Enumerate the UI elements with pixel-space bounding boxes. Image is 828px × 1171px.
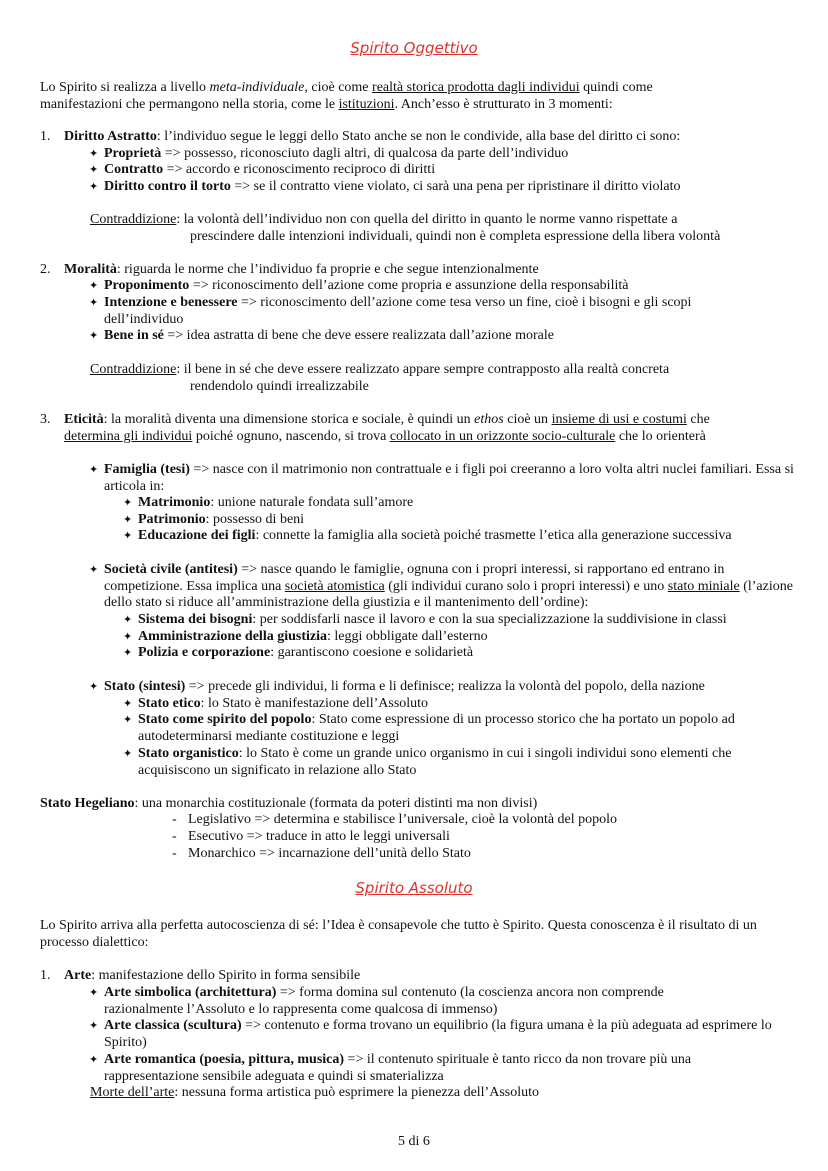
sub-bullet-item (123, 629, 828, 646)
item-text: che lo orienterà (615, 428, 706, 444)
contradiction-label: Contraddizione (90, 212, 177, 227)
stato-hegeliano (40, 796, 800, 813)
bullet-item (89, 328, 824, 345)
hegel-heading: Stato Hegeliano (40, 796, 135, 811)
contradiction-label: Contraddizione (90, 362, 177, 377)
bullet-text: : connette la famiglia alla società poiché trasmette l’etica alla generazione successiva (255, 528, 732, 543)
bullet-famiglia (89, 462, 794, 495)
diamond-bullet-icon: ✦ (123, 748, 133, 760)
diamond-bullet-icon: ✦ (123, 530, 133, 542)
diamond-bullet-icon: ✦ (123, 514, 133, 526)
hegel-text: : una monarchia costituzionale (formata da poteri distinti ma non divisi) (134, 796, 538, 811)
contradiction-note (90, 212, 800, 245)
bullet-societa-civile (89, 562, 794, 612)
bullet-text: (l’azione dello stato si riduce all’amministrazione della giustizia e il mantenimento dell’ordine): (104, 578, 793, 610)
item-heading: Diritto Astratto (64, 129, 157, 144)
dash-bullet-icon: - (172, 829, 177, 844)
bullet-item (89, 295, 764, 328)
diamond-bullet-icon: ✦ (123, 614, 133, 626)
sub-bullet-item (123, 645, 828, 662)
intro-underline: realtà storica prodotta dagli individui (372, 80, 580, 95)
sub-bullet-item (123, 612, 828, 629)
bullet-text: => nasce con il matrimonio non contrattuale e i figli poi creeranno a loro volta altri nuclei familiari. Essa si articola in: (104, 462, 794, 494)
diamond-bullet-icon: ✦ (89, 280, 99, 292)
bullet-text: => nasce quando le famiglie, ognuna con i propri interessi, si rapportano ed entrano in competizione. Essa implica una (104, 562, 725, 594)
bullet-text: : garantiscono coesione e solidarietà (270, 645, 474, 660)
bullet-heading: Patrimonio (138, 512, 206, 527)
intro-text: Lo Spirito si realizza a livello (40, 80, 210, 95)
bullet-text: => idea astratta di bene che deve essere realizzata dall’azione morale (163, 328, 554, 343)
bullet-heading: Società civile (antitesi) (104, 562, 238, 577)
bullet-item (89, 985, 744, 1018)
bullet-text: => riconoscimento dell’azione come propria e assunzione della responsabilità (189, 278, 629, 293)
bullet-text: : per soddisfarli nasce il lavoro e con la sua specializzazione la suddivisione in classi (252, 612, 727, 627)
item-text: : la moralità diventa una dimensione storica e sociale, è quindi un (103, 412, 475, 427)
bullet-heading: Stato organistico (138, 746, 239, 761)
item-text: poiché ognuno, nascendo, si trova (192, 428, 390, 444)
list-item-arte (64, 968, 804, 985)
bullet-text: : lo Stato è manifestazione dell’Assoluto (200, 696, 429, 711)
bullet-heading: Arte classica (scultura) (104, 1018, 242, 1033)
list-number: 1. (40, 968, 51, 983)
intro-text: manifestazioni che permangono nella storia, come le (40, 96, 339, 112)
item-heading: Arte (64, 968, 92, 983)
bullet-heading: Proprietà (104, 146, 162, 161)
bullet-text: : lo Stato è come un grande unico organismo in cui i singoli individui sono elementi che acquisiscono un significato in relazione allo Stato (138, 746, 732, 778)
sub-bullet-item (123, 512, 828, 529)
item-underline: determina gli individui (64, 428, 193, 444)
bullet-heading: Diritto contro il torto (104, 179, 231, 194)
item-text: cioè un (503, 412, 552, 427)
bullet-heading: Arte simbolica (architettura) (104, 985, 277, 1000)
bullet-item (89, 278, 824, 295)
bullet-heading: Intenzione e benessere (104, 295, 238, 310)
bullet-heading: Educazione dei figli (138, 528, 256, 543)
item-text: : riguarda le norme che l’individuo fa proprie e che segue intenzionalmente (116, 262, 539, 277)
bullet-heading: Proponimento (104, 278, 190, 293)
intro-italic: meta-individuale (209, 80, 305, 95)
bullet-stato (89, 679, 804, 696)
power-text: Legislativo => determina e stabilisce l’universale, cioè la volontà del popolo (188, 812, 618, 827)
bullet-item (89, 179, 824, 196)
bullet-heading: Amministrazione della giustizia (138, 629, 327, 644)
bullet-item (89, 146, 824, 163)
contradiction-text: prescindere dalle intenzioni individuali, quindi non è completa espressione della libera volontà (190, 228, 721, 244)
item-text: che (686, 412, 710, 427)
item-underline: collocato in un orizzonte socio-culturale (389, 428, 616, 444)
bullet-heading: Famiglia (tesi) (104, 462, 190, 477)
bullet-item (89, 1018, 789, 1051)
item-heading: Moralità (64, 262, 117, 277)
diamond-bullet-icon: ✦ (89, 564, 99, 576)
dash-bullet-icon: - (172, 812, 177, 827)
sub-bullet-item (123, 528, 828, 545)
list-item-eticita (64, 412, 804, 445)
contradiction-text: rendendolo quindi irrealizzabile (190, 378, 369, 394)
bullet-text: => il contenuto spirituale è tanto ricco da non trovare più una rappresentazione sensibile adeguata e quindi si smaterializza (104, 1052, 692, 1084)
bullet-text: => possesso, riconosciuto dagli altri, di qualcosa da parte dell’individuo (161, 146, 569, 161)
death-label: Morte dell’arte (90, 1085, 175, 1100)
contradiction-text: : la volontà dell’individuo non con quella del diritto in quanto le norme vanno rispettate a (176, 212, 678, 227)
bullet-text: => riconoscimento dell’azione come tesa verso un fine, cioè i bisogni e gli scopi dell’individuo (104, 295, 692, 327)
bullet-text: : leggi obbligate dall’esterno (327, 629, 488, 644)
bullet-text: => se il contratto viene violato, ci sarà una pena per ripristinare il diritto violato (230, 179, 681, 194)
bullet-heading: Matrimonio (138, 495, 211, 510)
diamond-bullet-icon: ✦ (89, 464, 99, 476)
diamond-bullet-icon: ✦ (123, 698, 133, 710)
sub-bullet-item (123, 696, 828, 713)
diamond-bullet-icon: ✦ (89, 164, 99, 176)
bullet-text: => forma domina sul contenuto (la coscienza ancora non comprende razionalmente l’Assoluto e lo rappresenta come qualcosa di immenso) (104, 985, 664, 1017)
section-title-spirito-oggettivo: Spirito Oggettivo (350, 39, 478, 57)
bullet-text: : unione naturale fondata sull’amore (210, 495, 414, 510)
diamond-bullet-icon: ✦ (89, 181, 99, 193)
bullet-text: => accordo e riconoscimento reciproco di diritti (163, 162, 436, 177)
bullet-text: : possesso di beni (205, 512, 305, 527)
bullet-heading: Contratto (104, 162, 164, 177)
item-italic: ethos (474, 412, 504, 427)
intro-text: quindi come (579, 80, 653, 95)
intro-paragraph (40, 80, 800, 113)
bullet-item (89, 162, 824, 179)
bullet-item (89, 1052, 764, 1085)
diamond-bullet-icon: ✦ (89, 681, 99, 693)
bullet-text: : Stato come espressione di un processo storico che ha portato un popolo ad autodeterminarsi mediante costituzione e leggi (138, 712, 735, 744)
bullet-heading: Polizia e corporazione (138, 645, 271, 660)
power-text: Esecutivo => traduce in atto le leggi universali (188, 829, 450, 844)
list-number: 1. (40, 129, 51, 144)
bullet-underline: società atomistica (284, 578, 385, 594)
intro-text: , cioè come (304, 80, 373, 95)
death-text: : nessuna forma artistica può esprimere la pienezza dell’Assoluto (174, 1085, 540, 1100)
contradiction-note (90, 362, 800, 395)
diamond-bullet-icon: ✦ (89, 330, 99, 342)
item-heading: Eticità (64, 412, 104, 427)
bullet-text: => precede gli individui, li forma e li definisce; realizza la volontà del popolo, della nazione (185, 679, 705, 694)
list-number: 3. (40, 412, 51, 427)
item-underline: insieme di usi e costumi (551, 412, 687, 427)
diamond-bullet-icon: ✦ (123, 714, 133, 726)
bullet-text: => contenuto e forma trovano un equilibrio (la figura umana è la più adeguata ad esprimere lo Spirito) (104, 1018, 772, 1050)
list-item-diritto-astratto (64, 129, 804, 146)
diamond-bullet-icon: ✦ (89, 148, 99, 160)
contradiction-text: : il bene in sé che deve essere realizzato appare sempre contrapposto alla realtà concreta (176, 362, 670, 377)
bullet-underline: stato miniale (667, 578, 740, 594)
bullet-heading: Sistema dei bisogni (138, 612, 253, 627)
diamond-bullet-icon: ✦ (123, 631, 133, 643)
sub-bullet-item (123, 495, 828, 512)
sub-bullet-item (123, 712, 778, 745)
diamond-bullet-icon: ✦ (89, 987, 99, 999)
intro-underline: istituzioni (338, 96, 395, 112)
sub-bullet-item (123, 746, 798, 779)
diamond-bullet-icon: ✦ (123, 497, 133, 509)
bullet-heading: Stato etico (138, 696, 201, 711)
bullet-heading: Stato come spirito del popolo (138, 712, 312, 727)
dash-bullet-icon: - (172, 846, 177, 861)
diamond-bullet-icon: ✦ (89, 1020, 99, 1032)
intro-text: . Anch’esso è strutturato in 3 momenti: (394, 96, 613, 112)
diamond-bullet-icon: ✦ (89, 1054, 99, 1066)
diamond-bullet-icon: ✦ (89, 297, 99, 309)
morte-arte-note (90, 1085, 810, 1102)
bullet-text: (gli individui curano solo i propri interessi) e uno (384, 578, 668, 594)
bullet-heading: Stato (sintesi) (104, 679, 186, 694)
bullet-heading: Bene in sé (104, 328, 164, 343)
diamond-bullet-icon: ✦ (123, 647, 133, 659)
item-text: : l’individuo segue le leggi dello Stato anche se non le condivide, alla base del diritto ci sono: (156, 129, 681, 144)
page-number: 5 di 6 (398, 1134, 430, 1149)
bullet-heading: Arte romantica (poesia, pittura, musica) (104, 1052, 345, 1067)
item-text: : manifestazione dello Spirito in forma sensibile (91, 968, 361, 983)
power-text: Monarchico => incarnazione dell’unità dello Stato (188, 846, 471, 861)
assoluto-intro: Lo Spirito arriva alla perfetta autocoscienza di sé: l’Idea è consapevole che tutto è Spirito. Questa conoscenza è il risultato di un processo dialettico: (40, 918, 757, 950)
list-number: 2. (40, 262, 51, 277)
section-title-spirito-assoluto: Spirito Assoluto (355, 879, 473, 897)
list-item-moralita (64, 262, 804, 279)
